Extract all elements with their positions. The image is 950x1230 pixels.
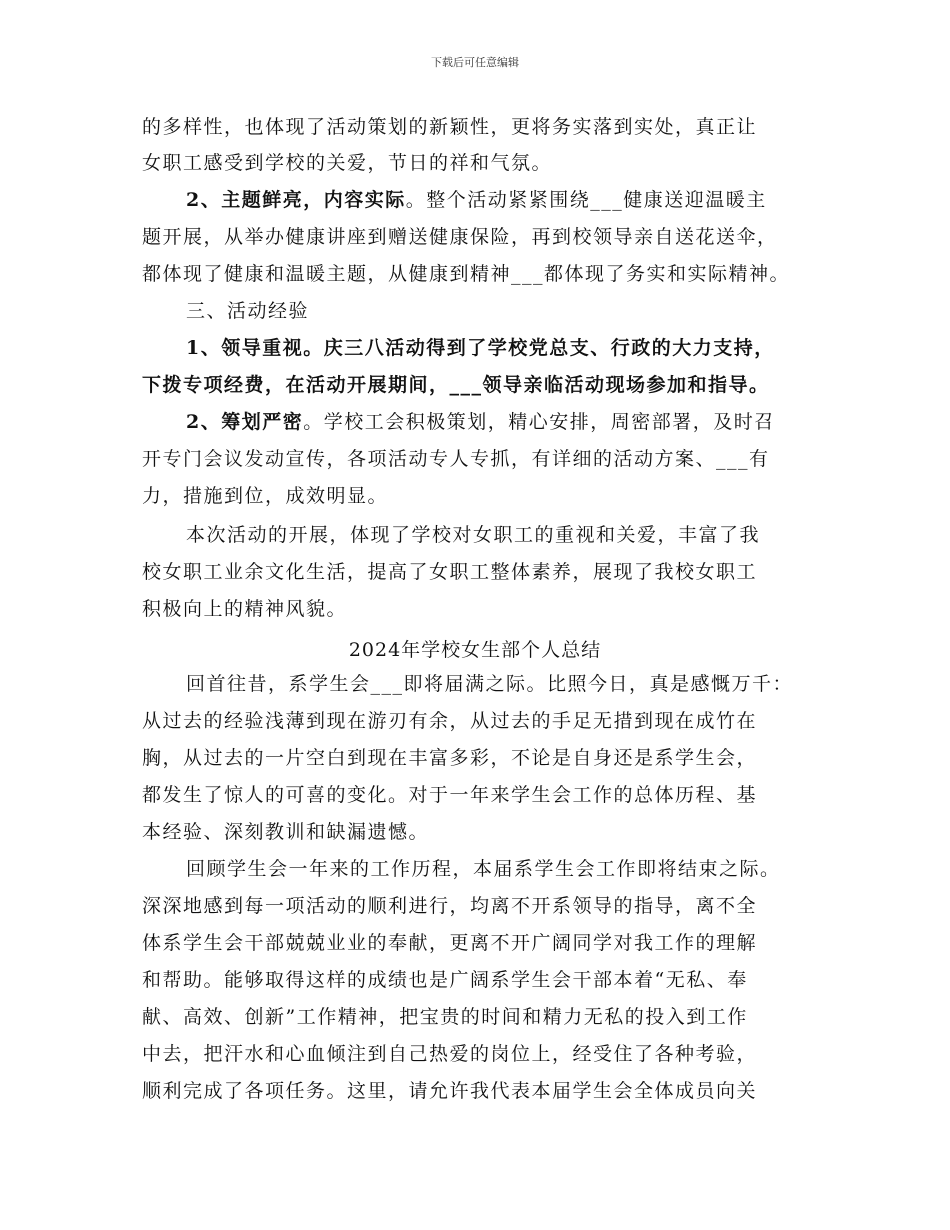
- paragraph-line: 胸，从过去的一片空白到现在丰富多彩，不论是自身还是系学生会，: [142, 747, 758, 769]
- paragraph-line: 都发生了惊人的可喜的变化。对于一年来学生会工作的总体历程、基: [142, 784, 758, 806]
- paragraph-line: 校女职工业余文化生活，提高了女职工整体素养，展现了我校女职工: [142, 561, 758, 583]
- paragraph-line: 本次活动的开展，体现了学校对女职工的重视和关爱，丰富了我: [186, 524, 761, 546]
- paragraph-line: 积极向上的精神风貌。: [142, 598, 348, 620]
- section-heading: 三、活动经验: [186, 300, 310, 322]
- paragraph-line: 献、高效、创新”工作精神，把宝贵的时间和精力无私的投入到工作: [142, 1006, 748, 1028]
- paragraph-line: 深深地感到每一项活动的顺利进行，均离不开系领导的指导，离不全: [142, 895, 758, 917]
- paragraph-line: 本经验、深刻教训和缺漏遗憾。: [142, 821, 430, 843]
- paragraph-line: 都体现了健康和温暖主题，从健康到精神___都体现了务实和实际精神。: [142, 263, 791, 285]
- paragraph-line: 和帮助。能够取得这样的成绩也是广阔系学生会干部本着“无私、奉: [142, 969, 748, 991]
- paragraph-line: 从过去的经验浅薄到现在游刃有余，从过去的手足无措到现在成竹在: [142, 710, 758, 732]
- paragraph-line: 的多样性，也体现了活动策划的新颖性，更将务实落到实处，真正让: [142, 116, 758, 138]
- paragraph-line: 回顾学生会一年来的工作历程，本届系学生会工作即将结束之际。: [186, 858, 781, 880]
- paragraph-line: 开专门会议发动宣传，各项活动专人专抓，有详细的活动方案、___有: [142, 448, 770, 470]
- paragraph-line: 体系学生会干部兢兢业业的奉献，更离不开广阔同学对我工作的理解: [142, 932, 758, 954]
- document-title: 2024年学校女生部个人总结: [348, 639, 602, 661]
- paragraph-line: 回首往昔，系学生会___即将届满之际。比照今日，真是感慨万千：: [186, 673, 794, 695]
- paragraph-line: 力，措施到位，成效明显。: [142, 485, 389, 507]
- paragraph-line: 2、主题鲜亮，内容实际。整个活动紧紧围绕___健康送迎温暖主: [186, 189, 767, 211]
- page-header: 下载后可任意编辑: [431, 56, 519, 69]
- paragraph-line: 题开展，从举办健康讲座到赠送健康保险，再到校领导亲自送花送伞，: [142, 226, 778, 248]
- paragraph-line: 中去，把汗水和心血倾注到自己热爱的岗位上，经受住了各种考验，: [142, 1043, 758, 1065]
- paragraph-line: 下拨专项经费，在活动开展期间，___领导亲临活动现场参加和指导。: [142, 374, 770, 396]
- paragraph-line: 1、领导重视。庆三八活动得到了学校党总支、行政的大力支持，: [186, 337, 775, 359]
- paragraph-line: 顺利完成了各项任务。这里，请允许我代表本届学生会全体成员向关: [142, 1080, 758, 1102]
- paragraph-line: 2、筹划严密。学校工会积极策划，精心安排，周密部署，及时召: [186, 411, 775, 433]
- paragraph-line: 女职工感受到学校的关爱，节日的祥和气氛。: [142, 152, 553, 174]
